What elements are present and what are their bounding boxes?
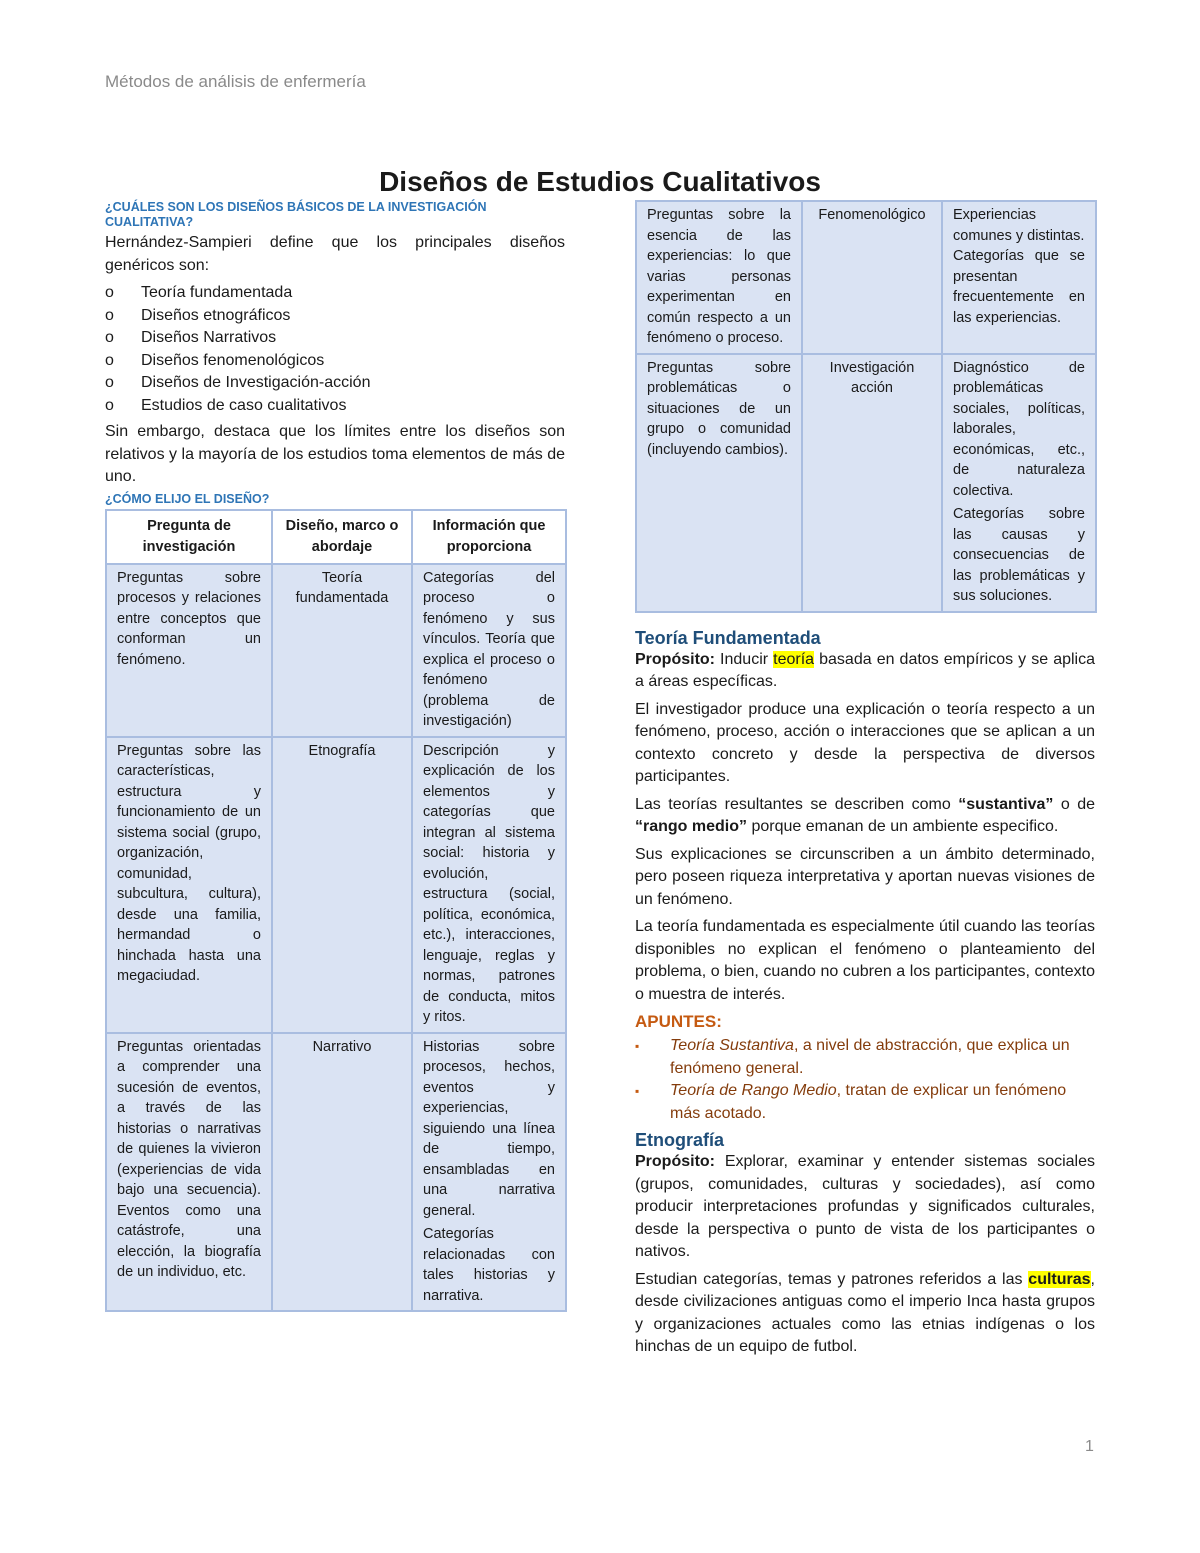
table-row (106, 737, 566, 1033)
design-cell: Etnografía (272, 737, 412, 1033)
highlighted-term: teoría (773, 650, 815, 668)
question-cell: Preguntas sobre la esencia de las experiencias: lo que varias personas experimentan en común respecto a un fenómeno o proceso. (636, 201, 802, 354)
list-item: ▪ Teoría Sustantiva, a nivel de abstracción, que explica un fenómeno general. (635, 1037, 1070, 1077)
table-header-row (106, 510, 566, 564)
table-row (636, 354, 1096, 612)
right-column (635, 200, 1095, 1364)
design-cell: Investigación acción (802, 354, 942, 612)
designs-table-continued (635, 200, 1097, 613)
paragraph: La teoría fundamentada es especialmente útil cuando las teorías disponibles no explican el fenómeno o planteamiento del problema, o bien, cuando no cubren a los participantes, contexto o muestra de interés. (635, 918, 1095, 1003)
question-cell: Preguntas sobre problemáticas o situaciones de un grupo o comunidad (incluyendo cambios). (636, 354, 802, 612)
etnografia-purpose: Propósito: Explorar, examinar y entender sistemas sociales (grupos, comunidades, culturas y sociedades), así como producir interpretaciones profundas y significados culturales, desde la perspectiva o punto de vista de los participantes o nativos. (635, 1153, 1095, 1260)
list-item: o Diseños Narrativos (105, 329, 277, 346)
list-item: o Estudios de caso cualitativos (105, 396, 347, 414)
design-cell: Narrativo (272, 1033, 412, 1312)
paragraph: Las teorías resultantes se describen como “sustantiva” o de “rango medio” porque emanan de un ambiente especifico. (635, 795, 1095, 835)
question-choose-design: ¿CÓMO ELIJO EL DISEÑO? (105, 491, 270, 506)
intro-paragraph: Hernández-Sampieri define que los principales diseños genéricos son: (105, 234, 565, 274)
page-number: 1 (1085, 1438, 1094, 1455)
design-cell: Teoría fundamentada (272, 564, 412, 737)
left-column (105, 200, 565, 1312)
design-cell: Fenomenológico (802, 201, 942, 354)
question-cell: Preguntas sobre procesos y relaciones entre conceptos que conforman un fenómeno. (106, 564, 272, 737)
question-basic-designs: ¿CUÁLES SON LOS DISEÑOS BÁSICOS DE LA INVESTIGACIÓN CUALITATIVA? (105, 200, 487, 229)
square-bullet-icon: ▪ (635, 1039, 640, 1053)
apuntes-list (635, 1035, 1095, 1125)
column-header: Información que proporciona (412, 510, 566, 564)
info-cell: Descripción y explicación de los elementos y categorías que integran al sistema social: historia y evolución, estructura (social, política, económica, etc.), interacciones, lenguaje, reglas y normas, patrones de conducta, mitos y ritos. (412, 737, 566, 1033)
info-cell: Historias sobre procesos, hechos, eventos y experiencias, siguiendo una línea de tiempo, ensambladas en una narrativa general. Categorías relacionadas con tales historias y narrativa. (412, 1033, 566, 1312)
page-title: Diseños de Estudios Cualitativos (379, 166, 821, 197)
table-row (106, 1033, 566, 1312)
section-heading-etnografia: Etnografía (635, 1130, 725, 1150)
paragraph: Sus explicaciones se circunscriben a un ámbito determinado, pero poseen riqueza interpretativa y aportan nuevas visiones de un fenómeno. (635, 845, 1095, 908)
highlighted-term: culturas (1028, 1270, 1091, 1288)
column-header: Diseño, marco o abordaje (272, 510, 412, 564)
running-header: Métodos de análisis de enfermería (105, 72, 366, 91)
teoria-purpose: Propósito: Inducir teoría basada en datos empíricos y se aplica a áreas específicas. (635, 650, 1095, 690)
section-heading-teoria: Teoría Fundamentada (635, 627, 821, 648)
column-header: Pregunta de investigación (106, 510, 272, 564)
table-row (636, 201, 1096, 354)
square-bullet-icon: ▪ (635, 1084, 640, 1098)
limits-paragraph: Sin embargo, destaca que los límites entre los diseños son relativos y la mayoría de los estudios toma elementos de más de uno. (105, 423, 565, 485)
list-item: o Teoría fundamentada (105, 284, 293, 301)
apuntes-heading: APUNTES: (635, 1012, 722, 1031)
info-cell: Experiencias comunes y distintas. Categorías que se presentan frecuentemente en las experiencias. (942, 201, 1096, 354)
list-item: o Diseños fenomenológicos (105, 351, 325, 369)
paragraph: El investigador produce una explicación o teoría respecto a un fenómeno, proceso, acción o interacciones que se aplican a un contexto concreto y desde la perspectiva de diversos participantes. (635, 700, 1095, 785)
paragraph: Estudian categorías, temas y patrones referidos a las culturas, desde civilizaciones antiguas como el imperio Inca hasta grupos y organizaciones actuales como las etnias indígenas o los hinchas de un equipo de futbol. (635, 1270, 1095, 1355)
list-item: o Diseños etnográficos (105, 306, 291, 324)
list-item: ▪ Teoría de Rango Medio, tratan de explicar un fenómeno más acotado. (635, 1082, 1067, 1122)
list-item: o Diseños de Investigación-acción (105, 374, 371, 391)
table-row (106, 564, 566, 737)
designs-table (105, 509, 567, 1313)
designs-list (105, 282, 565, 417)
question-cell: Preguntas orientadas a comprender una sucesión de eventos, a través de las historias o narrativas de quienes la vivieron (experiencias de vida bajo una secuencia). Eventos como una catástrofe, una elección, la biografía de un individuo, etc. (106, 1033, 272, 1312)
info-cell: Categorías del proceso o fenómeno y sus vínculos. Teoría que explica el proceso o fenómeno (problema de investigación) (412, 564, 566, 737)
info-cell: Diagnóstico de problemáticas sociales, políticas, laborales, económicas, etc., de naturaleza colectiva. Categorías sobre las causas y consecuencias de las problemáticas y sus soluciones. (942, 354, 1096, 612)
question-cell: Preguntas sobre las características, estructura y funcionamiento de un sistema social (grupo, organización, comunidad, subcultura, cultura), desde una familia, hermandad o hinchada hasta una megaciudad. (106, 737, 272, 1033)
